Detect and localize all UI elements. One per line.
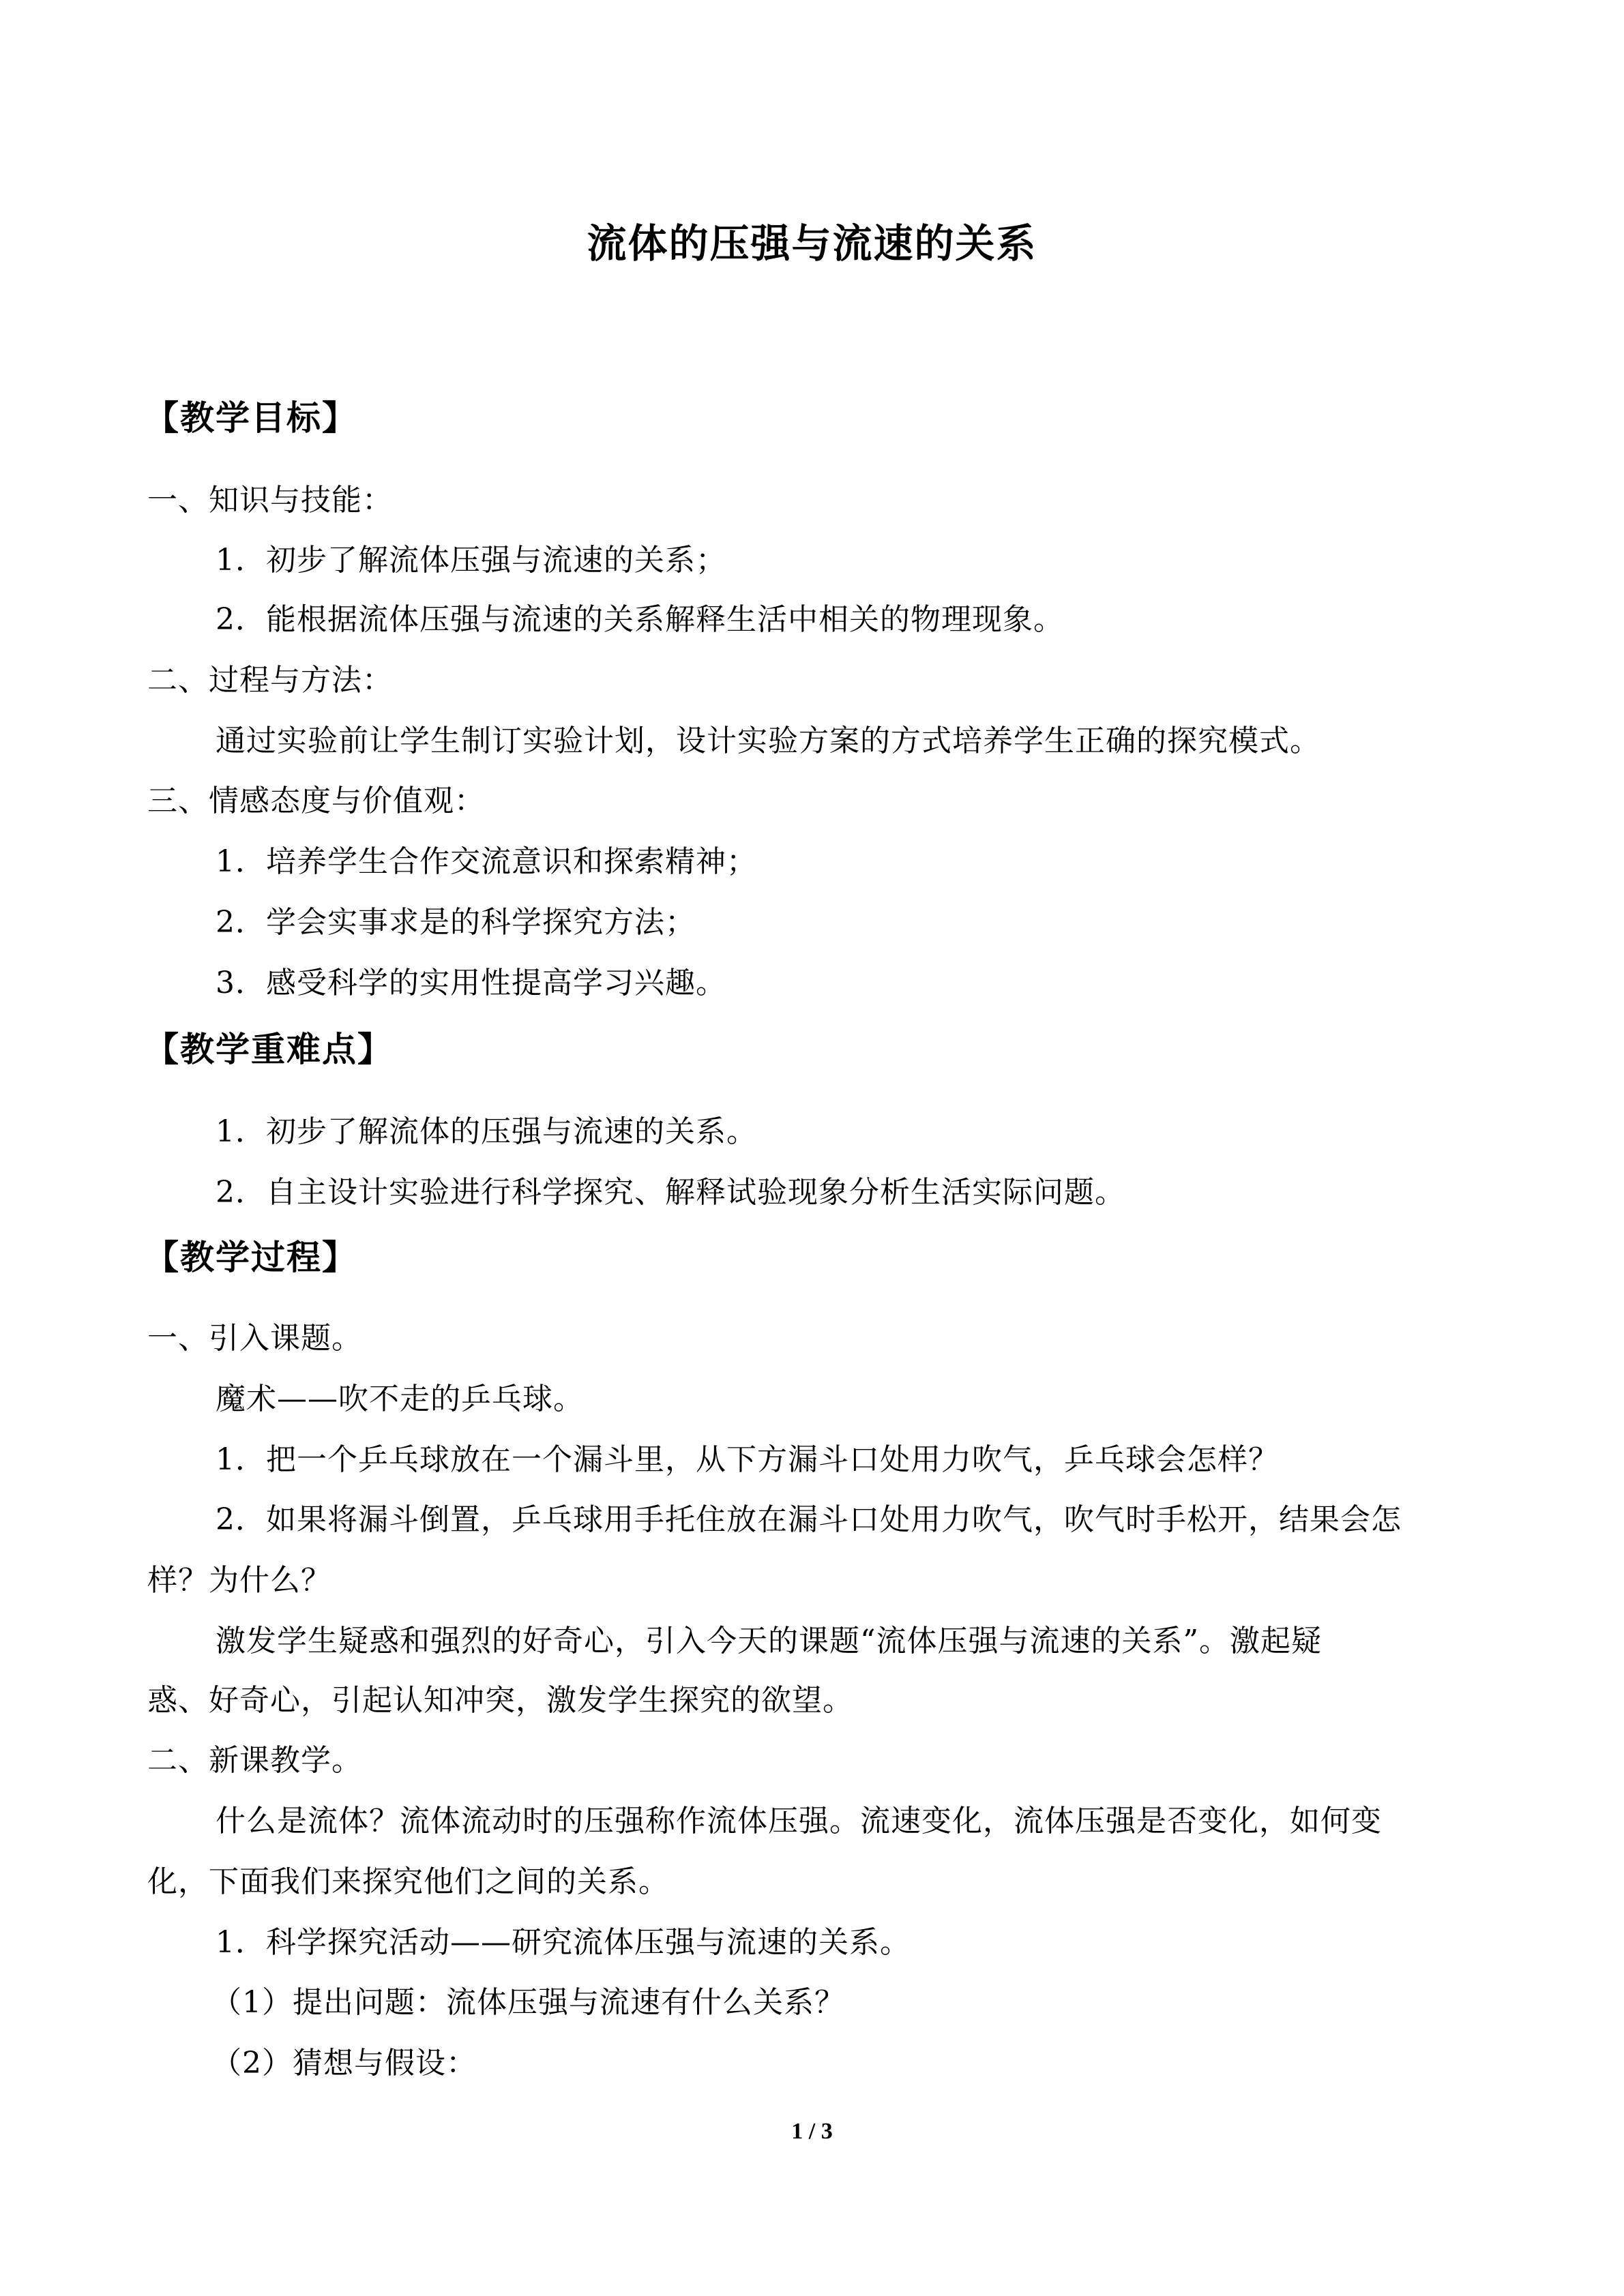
paragraph: 通过实验前让学生制订实验计划，设计实验方案的方式培养学生正确的探究模式。 <box>216 724 1320 758</box>
paragraph: 激发学生疑惑和强烈的好奇心，引入今天的课题“流体压强与流速的关系”。激起疑 <box>216 1624 1322 1658</box>
subsection-label-attitude: 三、情感态度与价值观： <box>147 784 485 818</box>
list-item: 3．感受科学的实用性提高学习兴趣。 <box>216 966 726 1000</box>
list-item: 2．学会实事求是的科学探究方法； <box>216 905 696 940</box>
list-item: 1．科学探究活动——研究流体压强与流速的关系。 <box>216 1925 911 1960</box>
list-item: 2．如果将漏斗倒置，乒乓球用手托住放在漏斗口处用力吹气，吹气时手松开，结果会怎 <box>216 1502 1402 1537</box>
subsection-label-process-method: 二、过程与方法： <box>147 663 393 698</box>
subsection-label-intro: 一、引入课题。 <box>147 1321 362 1356</box>
page-number: 1 / 3 <box>791 2119 833 2144</box>
paragraph-continuation: 化，下面我们来探究他们之间的关系。 <box>147 1864 669 1899</box>
paragraph: 什么是流体？流体流动时的压强称作流体压强。流速变化，流体压强是否变化，如何变 <box>216 1804 1382 1838</box>
subsection-label-new-lesson: 二、新课教学。 <box>147 1743 362 1778</box>
list-item: （2）猜想与假设： <box>211 2046 477 2081</box>
list-item-continuation: 样？为什么？ <box>147 1563 331 1598</box>
list-item: 1．培养学生合作交流意识和探索精神； <box>216 844 757 879</box>
list-item: 1．把一个乒乓球放在一个漏斗里，从下方漏斗口处用力吹气，乒乓球会怎样？ <box>216 1442 1279 1477</box>
document-title: 流体的压强与流速的关系 <box>587 220 1037 267</box>
section-heading-key-points: 【教学重难点】 <box>145 1030 393 1069</box>
paragraph: 魔术——吹不走的乒乓球。 <box>216 1382 584 1416</box>
paragraph-continuation: 惑、好奇心，引起认知冲突，激发学生探究的欲望。 <box>147 1683 853 1718</box>
section-heading-objectives: 【教学目标】 <box>145 398 357 438</box>
list-item: 2．自主设计实验进行科学探究、解释试验现象分析生活实际问题。 <box>216 1175 1125 1210</box>
list-item: 1．初步了解流体压强与流速的关系； <box>216 543 726 578</box>
list-item: （1）提出问题：流体压强与流速有什么关系？ <box>211 1985 845 2020</box>
subsection-label-knowledge: 一、知识与技能： <box>147 483 393 518</box>
section-heading-process: 【教学过程】 <box>145 1238 357 1277</box>
list-item: 2．能根据流体压强与流速的关系解释生活中相关的物理现象。 <box>216 602 1064 637</box>
list-item: 1．初步了解流体的压强与流速的关系。 <box>216 1114 757 1149</box>
